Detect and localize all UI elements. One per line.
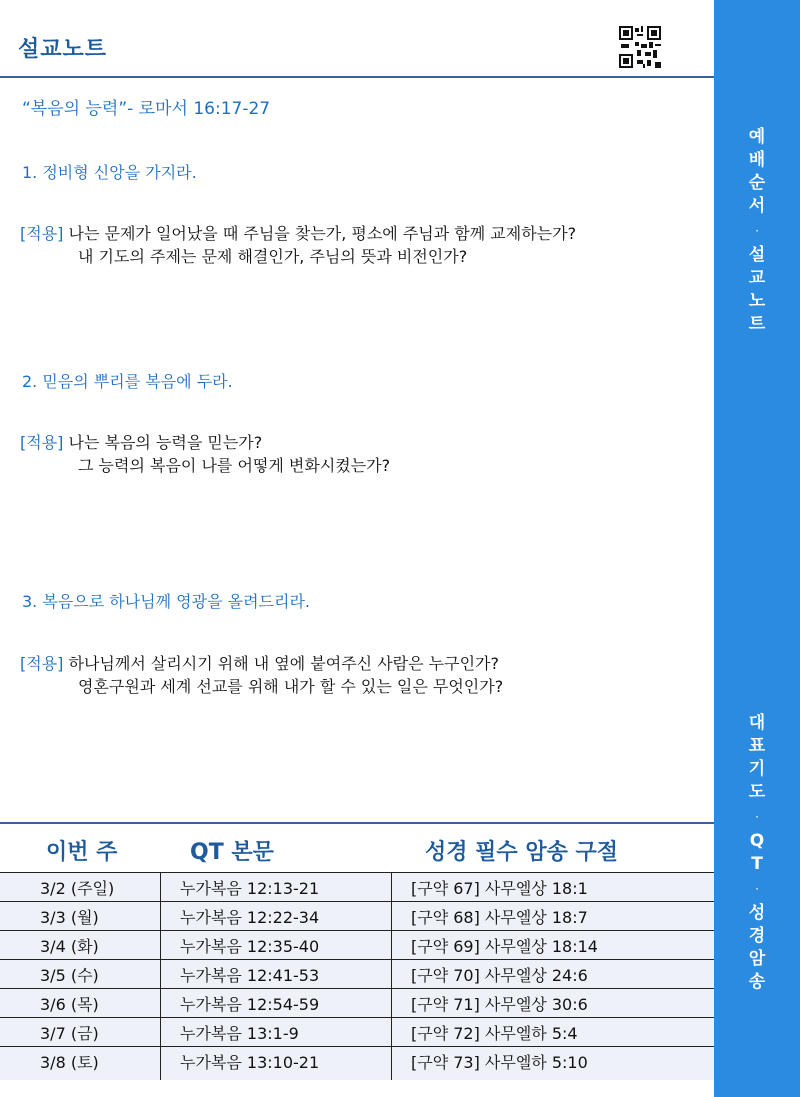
point-1-heading: 1. 정비형 신앙을 가지라. <box>22 163 197 182</box>
sidebar-char: 경 <box>748 926 766 946</box>
apply-line: 내 기도의 주제는 문제 해결인가, 주님의 뜻과 비전인가? <box>78 247 468 266</box>
sidebar-char: 배 <box>748 150 766 170</box>
verse-cell: [구약 73] 사무엘하 5:10 <box>411 1053 588 1072</box>
table-header-memory-verse: 성경 필수 암송 구절 <box>425 840 618 865</box>
table-row <box>0 1017 714 1046</box>
sidebar-char: 성 <box>748 903 766 923</box>
table-divider <box>0 822 714 824</box>
qt-cell: 누가복음 12:41-53 <box>180 966 320 985</box>
table-row <box>0 901 714 930</box>
sidebar-char: 순 <box>748 173 766 193</box>
sidebar-char: 대 <box>748 713 766 733</box>
date-cell: 3/8 (토) <box>40 1053 99 1072</box>
sidebar-char: 노 <box>748 291 766 311</box>
point-1-application <box>20 222 576 268</box>
apply-line: 그 능력의 복음이 나를 어떻게 변화시켰는가? <box>78 456 391 475</box>
sidebar-char: 예 <box>748 127 766 147</box>
date-cell: 3/4 (화) <box>40 937 99 956</box>
verse-cell: [구약 69] 사무엘상 18:14 <box>411 937 598 956</box>
date-cell: 3/3 (월) <box>40 908 99 927</box>
sidebar-char: 서 <box>748 196 766 216</box>
sidebar-label-top <box>714 126 800 336</box>
verse-cell: [구약 68] 사무엘상 18:7 <box>411 908 588 927</box>
apply-line: 나는 복음의 능력을 믿는가? <box>63 433 263 452</box>
verse-cell: [구약 72] 사무엘하 5:4 <box>411 1024 578 1043</box>
qt-cell: 누가복음 12:54-59 <box>180 995 320 1014</box>
sidebar-char: 암 <box>748 949 766 969</box>
sidebar-char: 트 <box>748 314 766 334</box>
qt-cell: 누가복음 13:1-9 <box>180 1024 299 1043</box>
point-2-heading: 2. 믿음의 뿌리를 복음에 두라. <box>22 372 233 391</box>
sidebar-char: 송 <box>748 972 766 992</box>
section-sidebar <box>714 0 800 1097</box>
apply-tag: [적용] <box>20 433 64 452</box>
sidebar-separator: · <box>755 224 759 238</box>
apply-tag: [적용] <box>20 224 64 243</box>
table-row <box>0 872 714 901</box>
header-divider <box>0 76 714 78</box>
date-cell: 3/5 (수) <box>40 966 99 985</box>
table-row <box>0 959 714 988</box>
qt-cell: 누가복음 12:22-34 <box>180 908 320 927</box>
table-row <box>0 930 714 959</box>
sidebar-char: 교 <box>748 268 766 288</box>
sidebar-char: 기 <box>748 759 766 779</box>
point-3-heading: 3. 복음으로 하나님께 영광을 올려드리라. <box>22 592 310 611</box>
table-header-qt: QT 본문 <box>190 840 274 865</box>
apply-line: 나는 문제가 일어났을 때 주님을 찾는가, 평소에 주님과 함께 교제하는가? <box>63 224 577 243</box>
sidebar-char: T <box>751 854 763 874</box>
sidebar-separator: · <box>755 810 759 824</box>
date-cell: 3/6 (목) <box>40 995 99 1014</box>
sidebar-label-bottom <box>714 712 800 994</box>
sidebar-char: 도 <box>748 782 766 802</box>
qt-cell: 누가복음 12:35-40 <box>180 937 320 956</box>
qr-code-icon <box>619 26 661 68</box>
verse-cell: [구약 70] 사무엘상 24:6 <box>411 966 588 985</box>
point-2-application <box>20 431 390 477</box>
apply-tag: [적용] <box>20 654 64 673</box>
page-title: 설교노트 <box>18 37 108 62</box>
sidebar-separator: · <box>755 882 759 896</box>
table-column-divider <box>160 872 161 1080</box>
verse-cell: [구약 71] 사무엘상 30:6 <box>411 995 588 1014</box>
schedule-table <box>0 872 714 1080</box>
sidebar-char: 설 <box>748 245 766 265</box>
date-cell: 3/2 (주일) <box>40 879 115 898</box>
point-3-application <box>20 652 503 698</box>
table-row <box>0 1046 714 1075</box>
apply-line: 영혼구원과 세계 선교를 위해 내가 할 수 있는 일은 무엇인가? <box>78 677 504 696</box>
qt-cell: 누가복음 12:13-21 <box>180 879 320 898</box>
sidebar-char: Q <box>749 831 765 851</box>
table-row <box>0 988 714 1017</box>
sermon-title: “복음의 능력”- 로마서 16:17-27 <box>22 99 271 119</box>
table-column-divider <box>391 872 392 1080</box>
table-header-week: 이번 주 <box>46 840 118 865</box>
qt-cell: 누가복음 13:10-21 <box>180 1053 320 1072</box>
apply-line: 하나님께서 살리시기 위해 내 옆에 붙여주신 사람은 누구인가? <box>63 654 499 673</box>
date-cell: 3/7 (금) <box>40 1024 99 1043</box>
sidebar-char: 표 <box>748 736 766 756</box>
verse-cell: [구약 67] 사무엘상 18:1 <box>411 879 588 898</box>
